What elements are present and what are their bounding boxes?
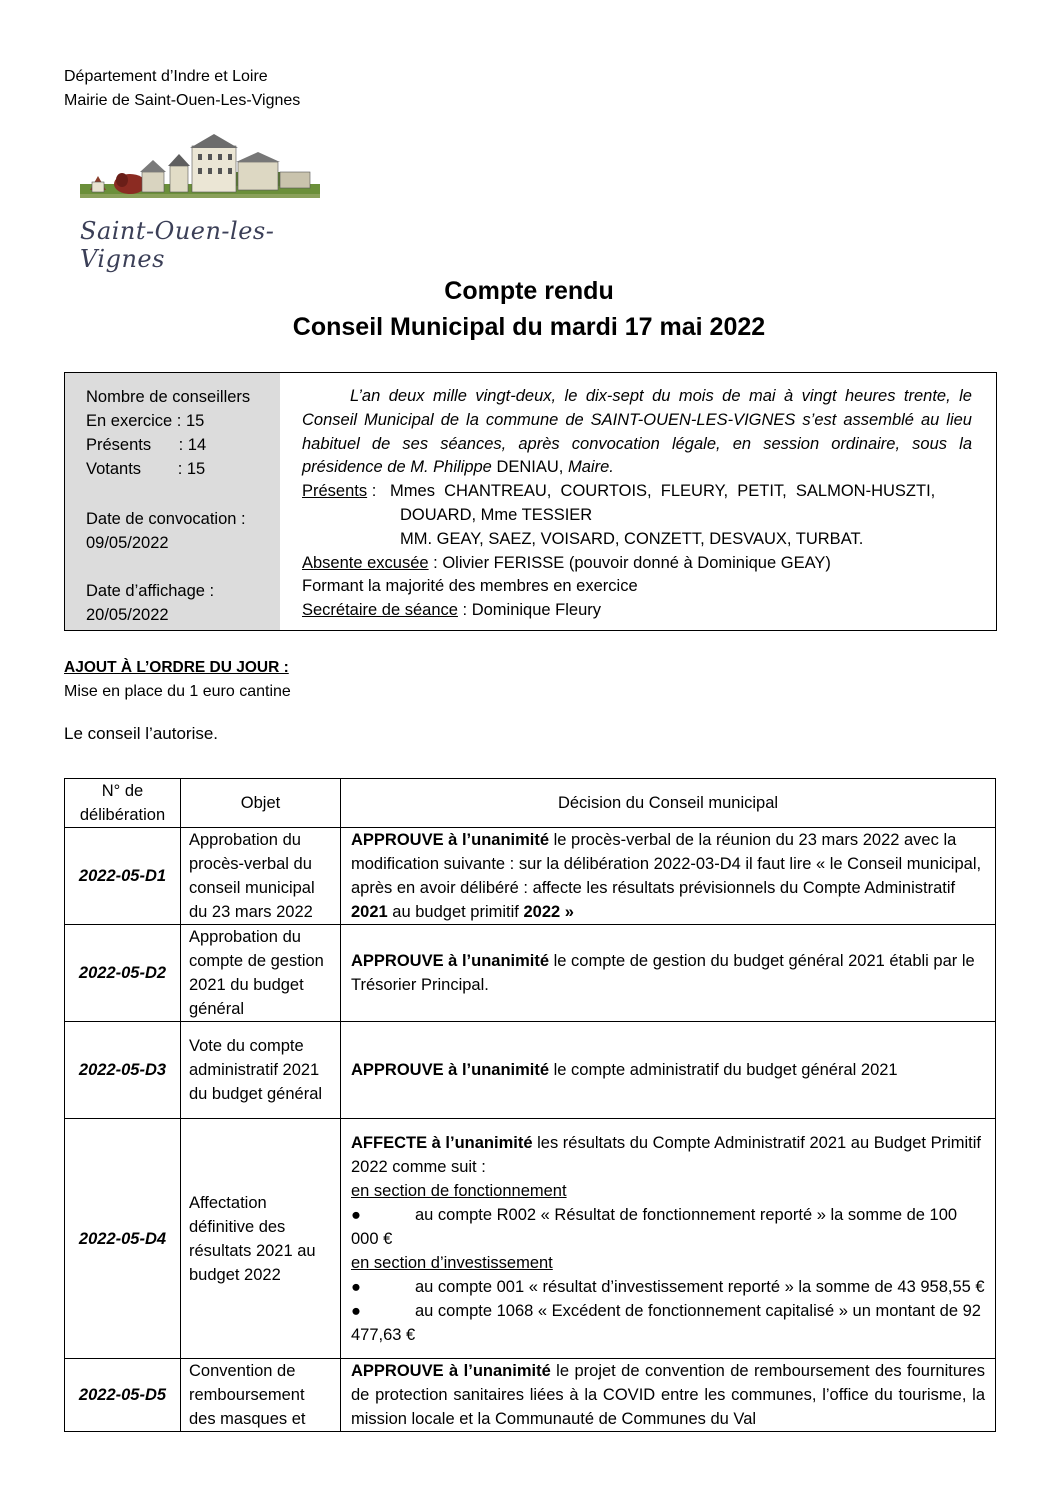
village-illustration-icon xyxy=(80,132,320,222)
presents-count: Présents : 14 xyxy=(86,436,207,454)
ajout-item: Mise en place du 1 euro cantine xyxy=(64,683,291,700)
row-decision: APPROUVE à l’unanimité le procès-verbal de la réunion du 23 mars 2022 avec la modification suivante : sur la délibération 2022-03-D4 il faut lire « le Conseil municipal, après en avoir délibéré : affecte les résultats prévisionnels du Compte Administratif 2021 au budget primitif 2022 » xyxy=(341,828,996,925)
presents-line: Présents : Mmes CHANTREAU, COURTOIS, FLEURY, PETIT, SALMON-HUSZTI, xyxy=(302,482,936,501)
row-num: 2022-05-D4 xyxy=(65,1119,181,1359)
row-num: 2022-05-D5 xyxy=(65,1359,181,1432)
ajout-title: AJOUT À L’ORDRE DU JOUR : xyxy=(64,659,289,676)
session-details xyxy=(302,385,972,623)
table-header-row xyxy=(65,779,996,828)
page-subtitle: Conseil Municipal du mardi 17 mai 2022 xyxy=(292,313,766,341)
header-objet: Objet xyxy=(181,779,341,828)
majorite-line: Formant la majorité des membres en exercice xyxy=(302,577,638,596)
meeting-info-box xyxy=(64,372,997,631)
section-fonctionnement: en section de fonctionnement xyxy=(351,1181,567,1200)
page-title: Compte rendu xyxy=(444,277,614,305)
table-row xyxy=(65,828,996,925)
deliberations-table xyxy=(64,778,996,1432)
bullet-icon: ● xyxy=(351,1277,361,1296)
autorise-line: Le conseil l’autorise. xyxy=(64,724,219,743)
table-row xyxy=(65,1359,996,1432)
row-objet: Approbation du compte de gestion 2021 du budget général xyxy=(181,925,341,1022)
presents-line-2: DOUARD, Mme TESSIER xyxy=(400,505,593,524)
affichage-date: 20/05/2022 xyxy=(86,606,169,624)
row-decision: APPROUVE à l’unanimité le compte administratif du budget général 2021 xyxy=(341,1022,996,1119)
section-investissement: en section d’investissement xyxy=(351,1253,553,1272)
header-decision: Décision du Conseil municipal xyxy=(341,779,996,828)
bullet-icon: ● xyxy=(351,1301,361,1320)
affichage-label: Date d’affichage : xyxy=(86,582,215,600)
presents-line-3: MM. GEAY, SAEZ, VOISARD, CONZETT, DESVAUX, TURBAT. xyxy=(400,529,864,548)
votants-count: Votants : 15 xyxy=(86,460,206,478)
row-decision: AFFECTE à l’unanimité les résultats du Compte Administratif 2021 au Budget Primitif 2022 comme suit : en section de fonctionnement ● au compte R002 « Résultat de fonctionnement reporté » la somme de 100 000 € en section d’investissement ● au compte 001 « résultat d’investissement reporté » la somme de 43 958,55 € ● au compte 1068 « Excédent de fonctionnement capitalisé » un montant de 92 477,63 € xyxy=(341,1119,996,1359)
row-objet: Convention de remboursement des masques et xyxy=(181,1359,341,1432)
department-line: Département d’Indre et Loire xyxy=(64,68,268,85)
convocation-label: Date de convocation : xyxy=(86,510,246,528)
absente-line: Absente excusée : Olivier FERISSE (pouvoir donné à Dominique GEAY) xyxy=(302,553,831,572)
row-objet: Approbation du procès-verbal du conseil municipal du 23 mars 2022 xyxy=(181,828,341,925)
session-intro: L’an deux mille vingt-deux, le dix-sept du mois de mai à vingt heures trente, le Conseil Municipal de la commune de SAINT-OUEN-LES-VIGNES s’est assemblé au lieu habituel de ses séances, après convocation légale, en session ordinaire, sous la présidence de M. Philippe DENIAU, Maire. xyxy=(302,387,972,477)
row-num: 2022-05-D2 xyxy=(65,925,181,1022)
row-objet: Vote du compte administratif 2021 du budget général xyxy=(181,1022,341,1119)
convocation-date: 09/05/2022 xyxy=(86,534,169,552)
row-num: 2022-05-D1 xyxy=(65,828,181,925)
row-num: 2022-05-D3 xyxy=(65,1022,181,1119)
bullet-icon: ● xyxy=(351,1205,361,1224)
row-objet: Affectation définitive des résultats 2021 au budget 2022 xyxy=(181,1119,341,1359)
conseillers-label: Nombre de conseillers xyxy=(86,388,251,406)
counts-panel xyxy=(65,373,280,630)
table-row xyxy=(65,1119,996,1359)
logo-text: Saint-Ouen-les-Vignes xyxy=(80,217,275,273)
row-decision: APPROUVE à l’unanimité le projet de convention de remboursement des fournitures de protection sanitaires liées à la COVID entre les communes, l’office du tourisme, la mission locale et la Communauté de Communes du Val xyxy=(341,1359,996,1432)
table-row xyxy=(65,925,996,1022)
table-row xyxy=(65,1022,996,1119)
header-num: N° de délibération xyxy=(65,779,181,828)
row-decision: APPROUVE à l’unanimité le compte de gestion du budget général 2021 établi par le Trésorier Principal. xyxy=(341,925,996,1022)
mairie-line: Mairie de Saint-Ouen-Les-Vignes xyxy=(64,92,301,109)
exercice-count: En exercice : 15 xyxy=(86,412,205,430)
secretaire-line: Secrétaire de séance : Dominique Fleury xyxy=(302,601,601,620)
